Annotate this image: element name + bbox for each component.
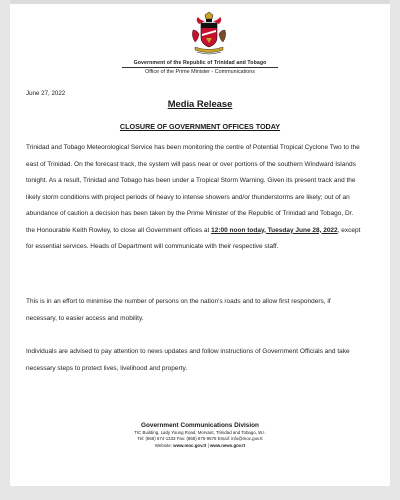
letterhead xyxy=(10,60,390,75)
website-link-news[interactable]: www.news.gov.tt xyxy=(209,442,246,448)
release-subtitle: CLOSURE OF GOVERNMENT OFFICES TODAY xyxy=(119,122,281,131)
letterhead-rule xyxy=(122,67,278,68)
closure-time-emphasis: 12:00 noon today, Tuesday June 28, 2022 xyxy=(211,226,338,234)
frame-left xyxy=(0,0,10,500)
frame-bottom xyxy=(0,486,400,500)
office-name: Office of the Prime Minister - Communications xyxy=(145,68,255,75)
paragraph-1 xyxy=(26,140,362,256)
release-date: June 27, 2022 xyxy=(26,90,66,97)
paragraph-1-text: Trinidad and Tobago Meteorological Service has been monitoring the centre of Potential Tropical Cyclone Two to the east of Trinidad. On the forecast track, the system will pass near or over portions of the southern Windward Islands tonight. As a result, Trinidad and Tobago has been under a Tropical Storm Warning. Given its present track and the likely storm conditions with project periods of heavy to intense showers and/or thunderstorms are likely; out of an abundance of caution a decision has been taken by the Prime Minister of the Republic of Trinidad and Tobago, Dr. the Honourable Keith Rowley, to close all Government offices at xyxy=(26,144,360,234)
footer-organization: Government Communications Division xyxy=(141,422,259,429)
website-label: Website: xyxy=(154,442,174,448)
frame-right xyxy=(390,0,400,500)
website-separator: | xyxy=(206,442,210,448)
footer xyxy=(10,422,390,449)
government-name: Government of the Republic of Trinidad and Tobago xyxy=(133,60,267,66)
paragraph-2: This is in an effort to minimise the number of persons on the nation's roads and to allow first responders, if necessary, to easier access and mobility. xyxy=(26,298,331,322)
release-sheet xyxy=(10,4,390,486)
coat-of-arms-icon xyxy=(185,10,233,58)
website-link-moc[interactable]: www.moc.gov.tt xyxy=(173,442,207,448)
footer-address: TIC Building, Lady Young Road, Morvant, Trinidad and Tobago, W.I. xyxy=(134,430,266,435)
paragraph-3: Individuals are advised to pay attention to news updates and follow instructions of Government Officials and take necessary steps to protect lives, livelihood and property. xyxy=(26,348,350,372)
paragraph-1-tail: , except for essential services. Heads of Department will communicate with their respective staff. xyxy=(26,226,361,250)
page-title: Media Release xyxy=(167,98,233,109)
footer-contact: Tel: (868) 674-1333 Fax: (868) 675-9576 Email: info@moc.gov.tt xyxy=(137,436,263,442)
footer-websites xyxy=(10,443,390,449)
